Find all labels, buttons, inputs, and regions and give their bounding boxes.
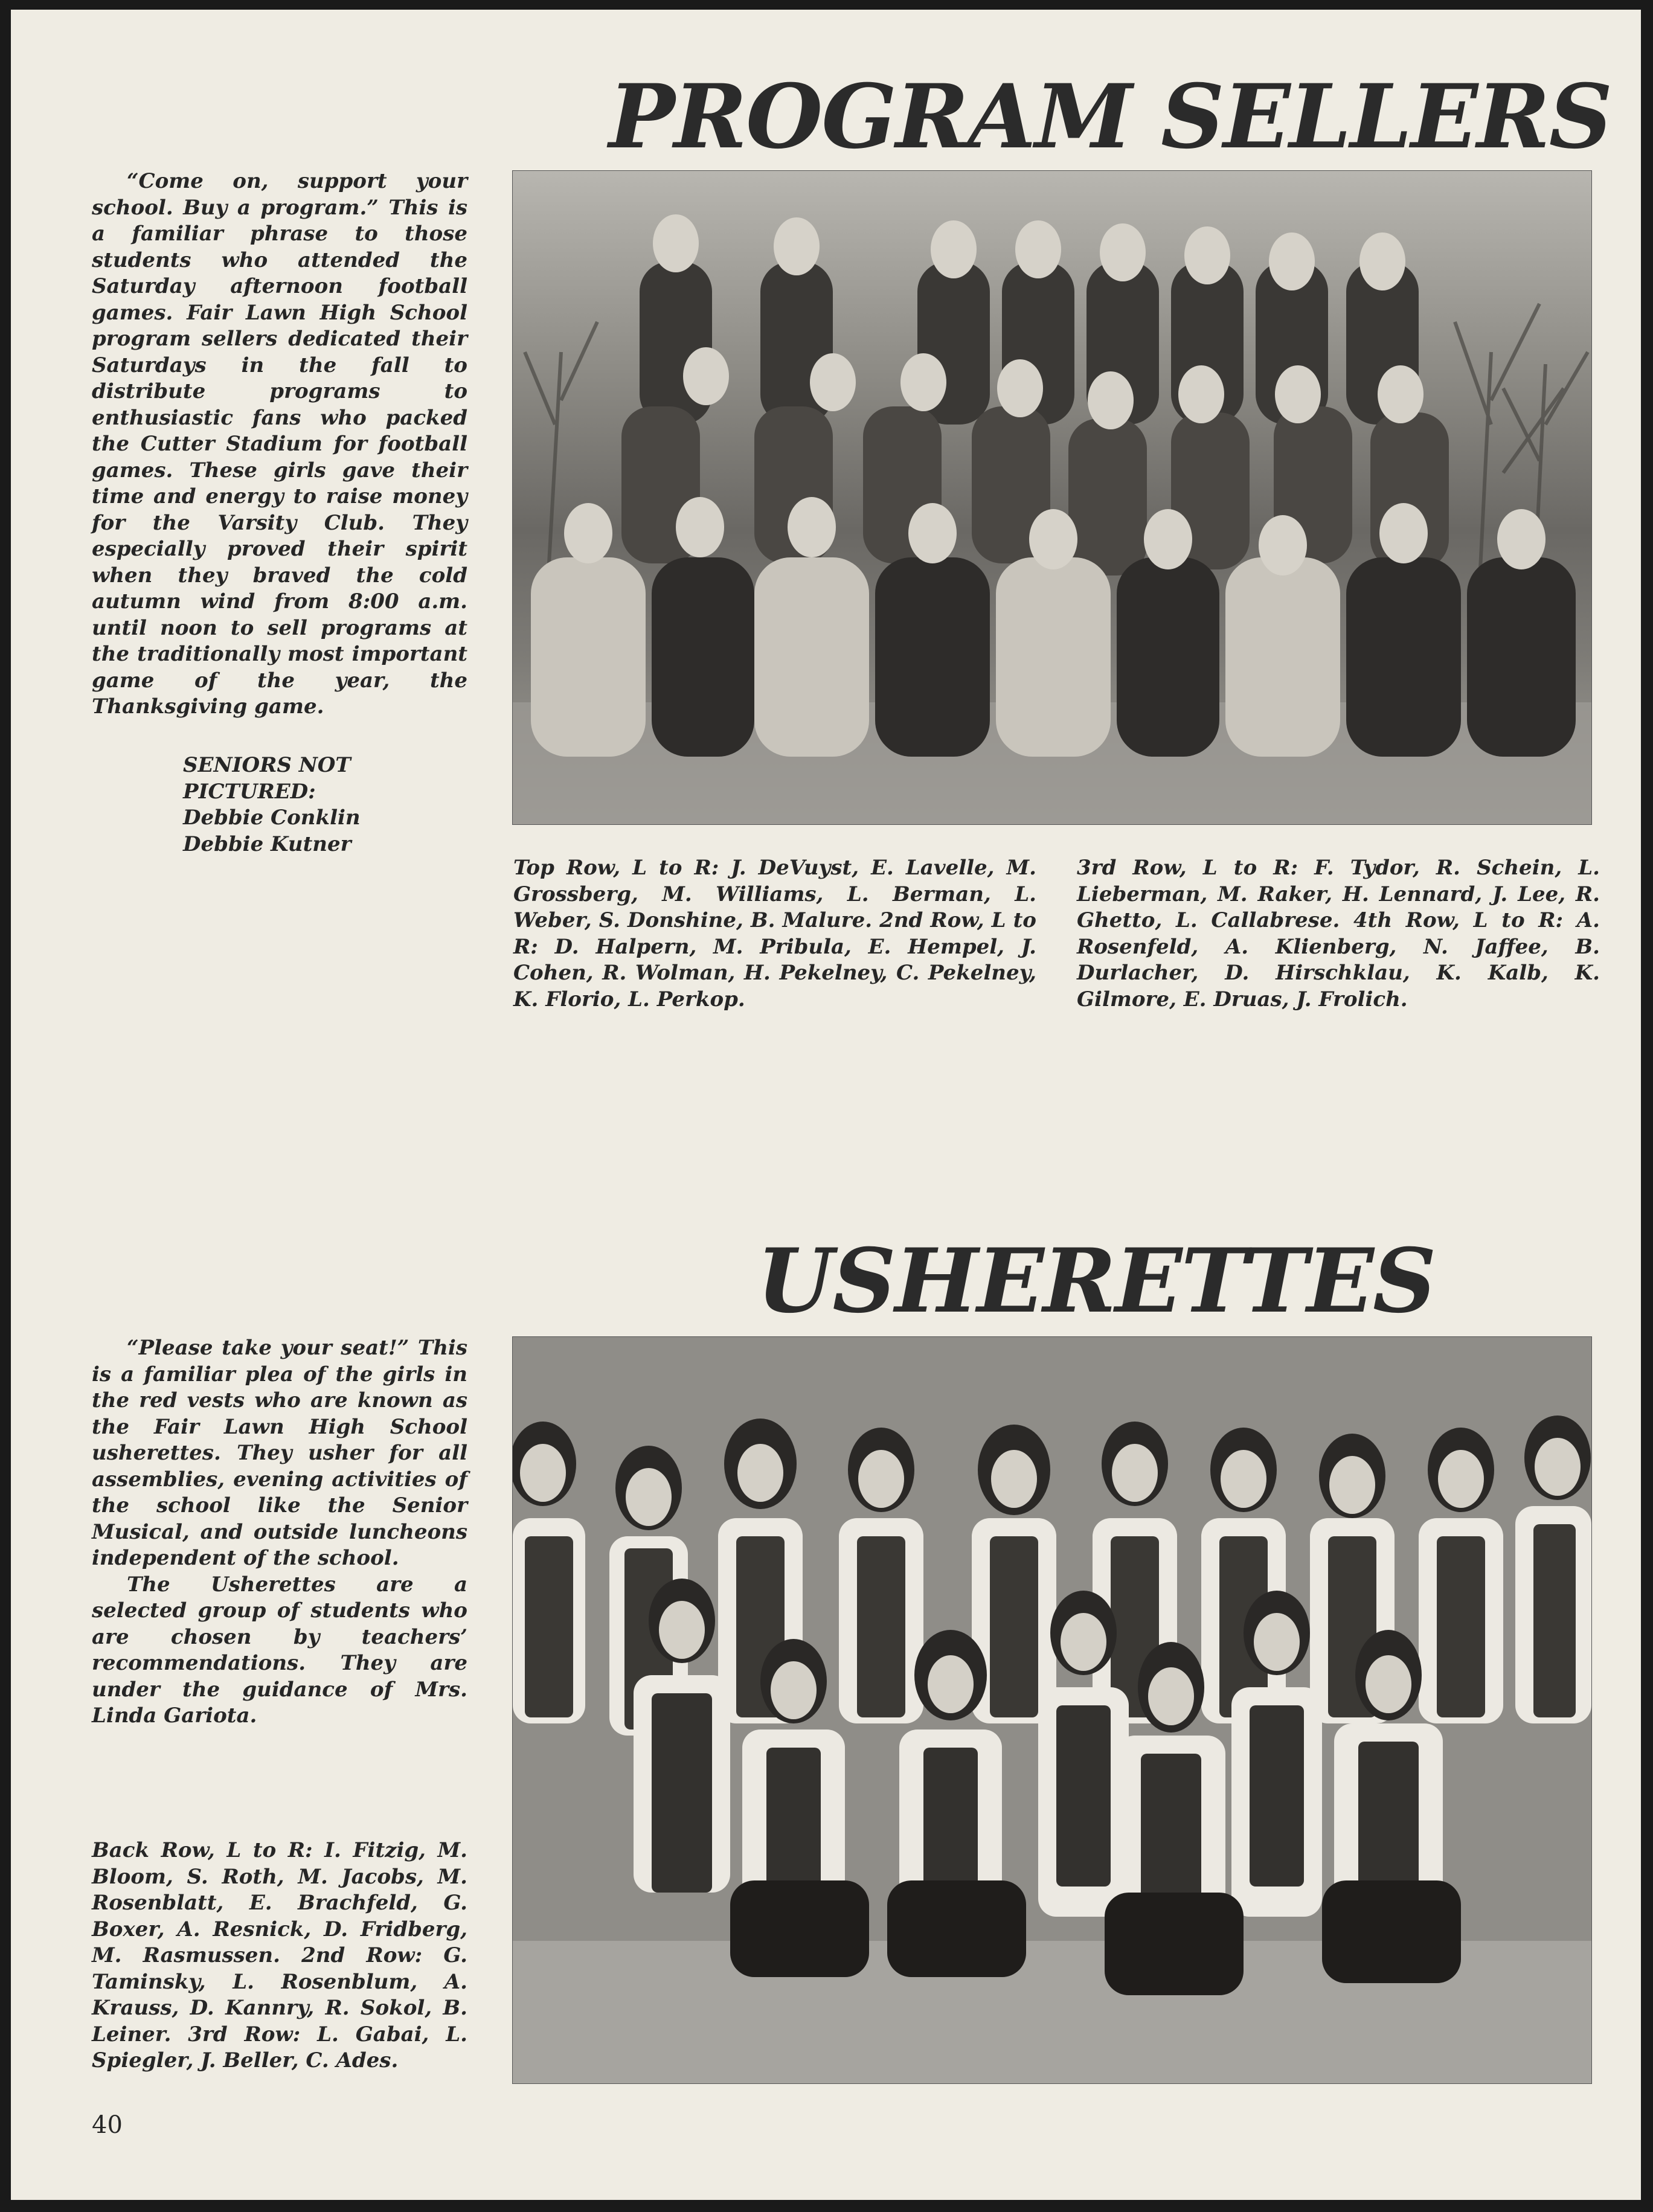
usherettes-photo-art <box>513 1337 1591 2083</box>
senior-name: Debbie Kutner <box>183 832 351 856</box>
program-sellers-group-photo <box>512 170 1592 825</box>
seniors-not-pictured <box>183 752 425 858</box>
seniors-heading-line-1: SENIORS NOT <box>183 753 351 777</box>
page-number: 40 <box>92 2111 123 2139</box>
usherettes-roster: Back Row, L to R: I. Fitzig, M. Bloom, S. Roth, M. Jacobs, M. Rosenblatt, E. Brachfeld, G. Boxer, A. Resnick, D. Fridberg, M. Rasmussen. 2nd Row: G. Taminsky, L. Rosenblum, A. Krauss, D. Kannry, R. Sokol, B. Leiner. 3rd Row: L. Gabai, L. Spiegler, J. Beller, C. Ades. <box>92 1838 467 2073</box>
seniors-heading-line-2: PICTURED: <box>183 779 316 804</box>
usherettes-intro-paragraph-1: “Please take your seat!” This is a familiar plea of the girls in the red vests who are known as the Fair Lawn High School usherettes. They usher for all assemblies, evening activities of the school like the Senior Musical, and outside luncheons independent of the school. <box>92 1336 467 1570</box>
program-sellers-caption-left: Top Row, L to R: J. DeVuyst, E. Lavelle, M. Grossberg, M. Williams, L. Berman, L. Weber, S. Donshine, B. Malure. 2nd Row, L to R: D. Halpern, M. Pribula, E. Hempel, J. Cohen, R. Wolman, H. Pekelney, C. Pekelney, K. Florio, L. Perkop. <box>513 856 1036 1011</box>
usherettes-intro <box>92 1335 467 1730</box>
program-sellers-title: PROGRAM SELLERS <box>609 65 1612 168</box>
usherettes-group-photo <box>512 1336 1592 2084</box>
senior-name: Debbie Conklin <box>183 806 361 830</box>
program-sellers-caption-right: 3rd Row, L to R: F. Tydor, R. Schein, L. Lieberman, M. Raker, H. Lennard, J. Lee, R. Ghetto, L. Callabrese. 4th Row, L to R: A. Rosenfeld, A. Klienberg, N. Jaffee, B. Durlacher, D. Hirschklau, K. Kalb, K. Gilmore, E. Druas, J. Frolich. <box>1077 856 1600 1011</box>
program-sellers-intro <box>92 168 467 720</box>
program-sellers-intro-text: “Come on, support your school. Buy a program.” This is a familiar phrase to those students who attended the Saturday afternoon football games. Fair Lawn High School program sellers dedicated their Saturdays in the fall to distribute programs to enthusiastic fans who packed the Cutter Stadium for football games. These girls gave their time and energy to raise money for the Varsity Club. They especially proved their spirit when they braved the cold autumn wind from 8:00 a.m. until noon to sell programs at the traditionally most important game of the year, the Thanksgiving game. <box>92 169 467 719</box>
usherettes-title: USHERETTES <box>757 1229 1436 1333</box>
usherettes-intro-paragraph-2: The Usherettes are a selected group of students who are chosen by teachers’ recommendations. They are under the guidance of Mrs. Linda Gariota. <box>92 1572 467 1728</box>
yearbook-page <box>11 10 1641 2200</box>
program-sellers-photo-art <box>513 171 1591 824</box>
